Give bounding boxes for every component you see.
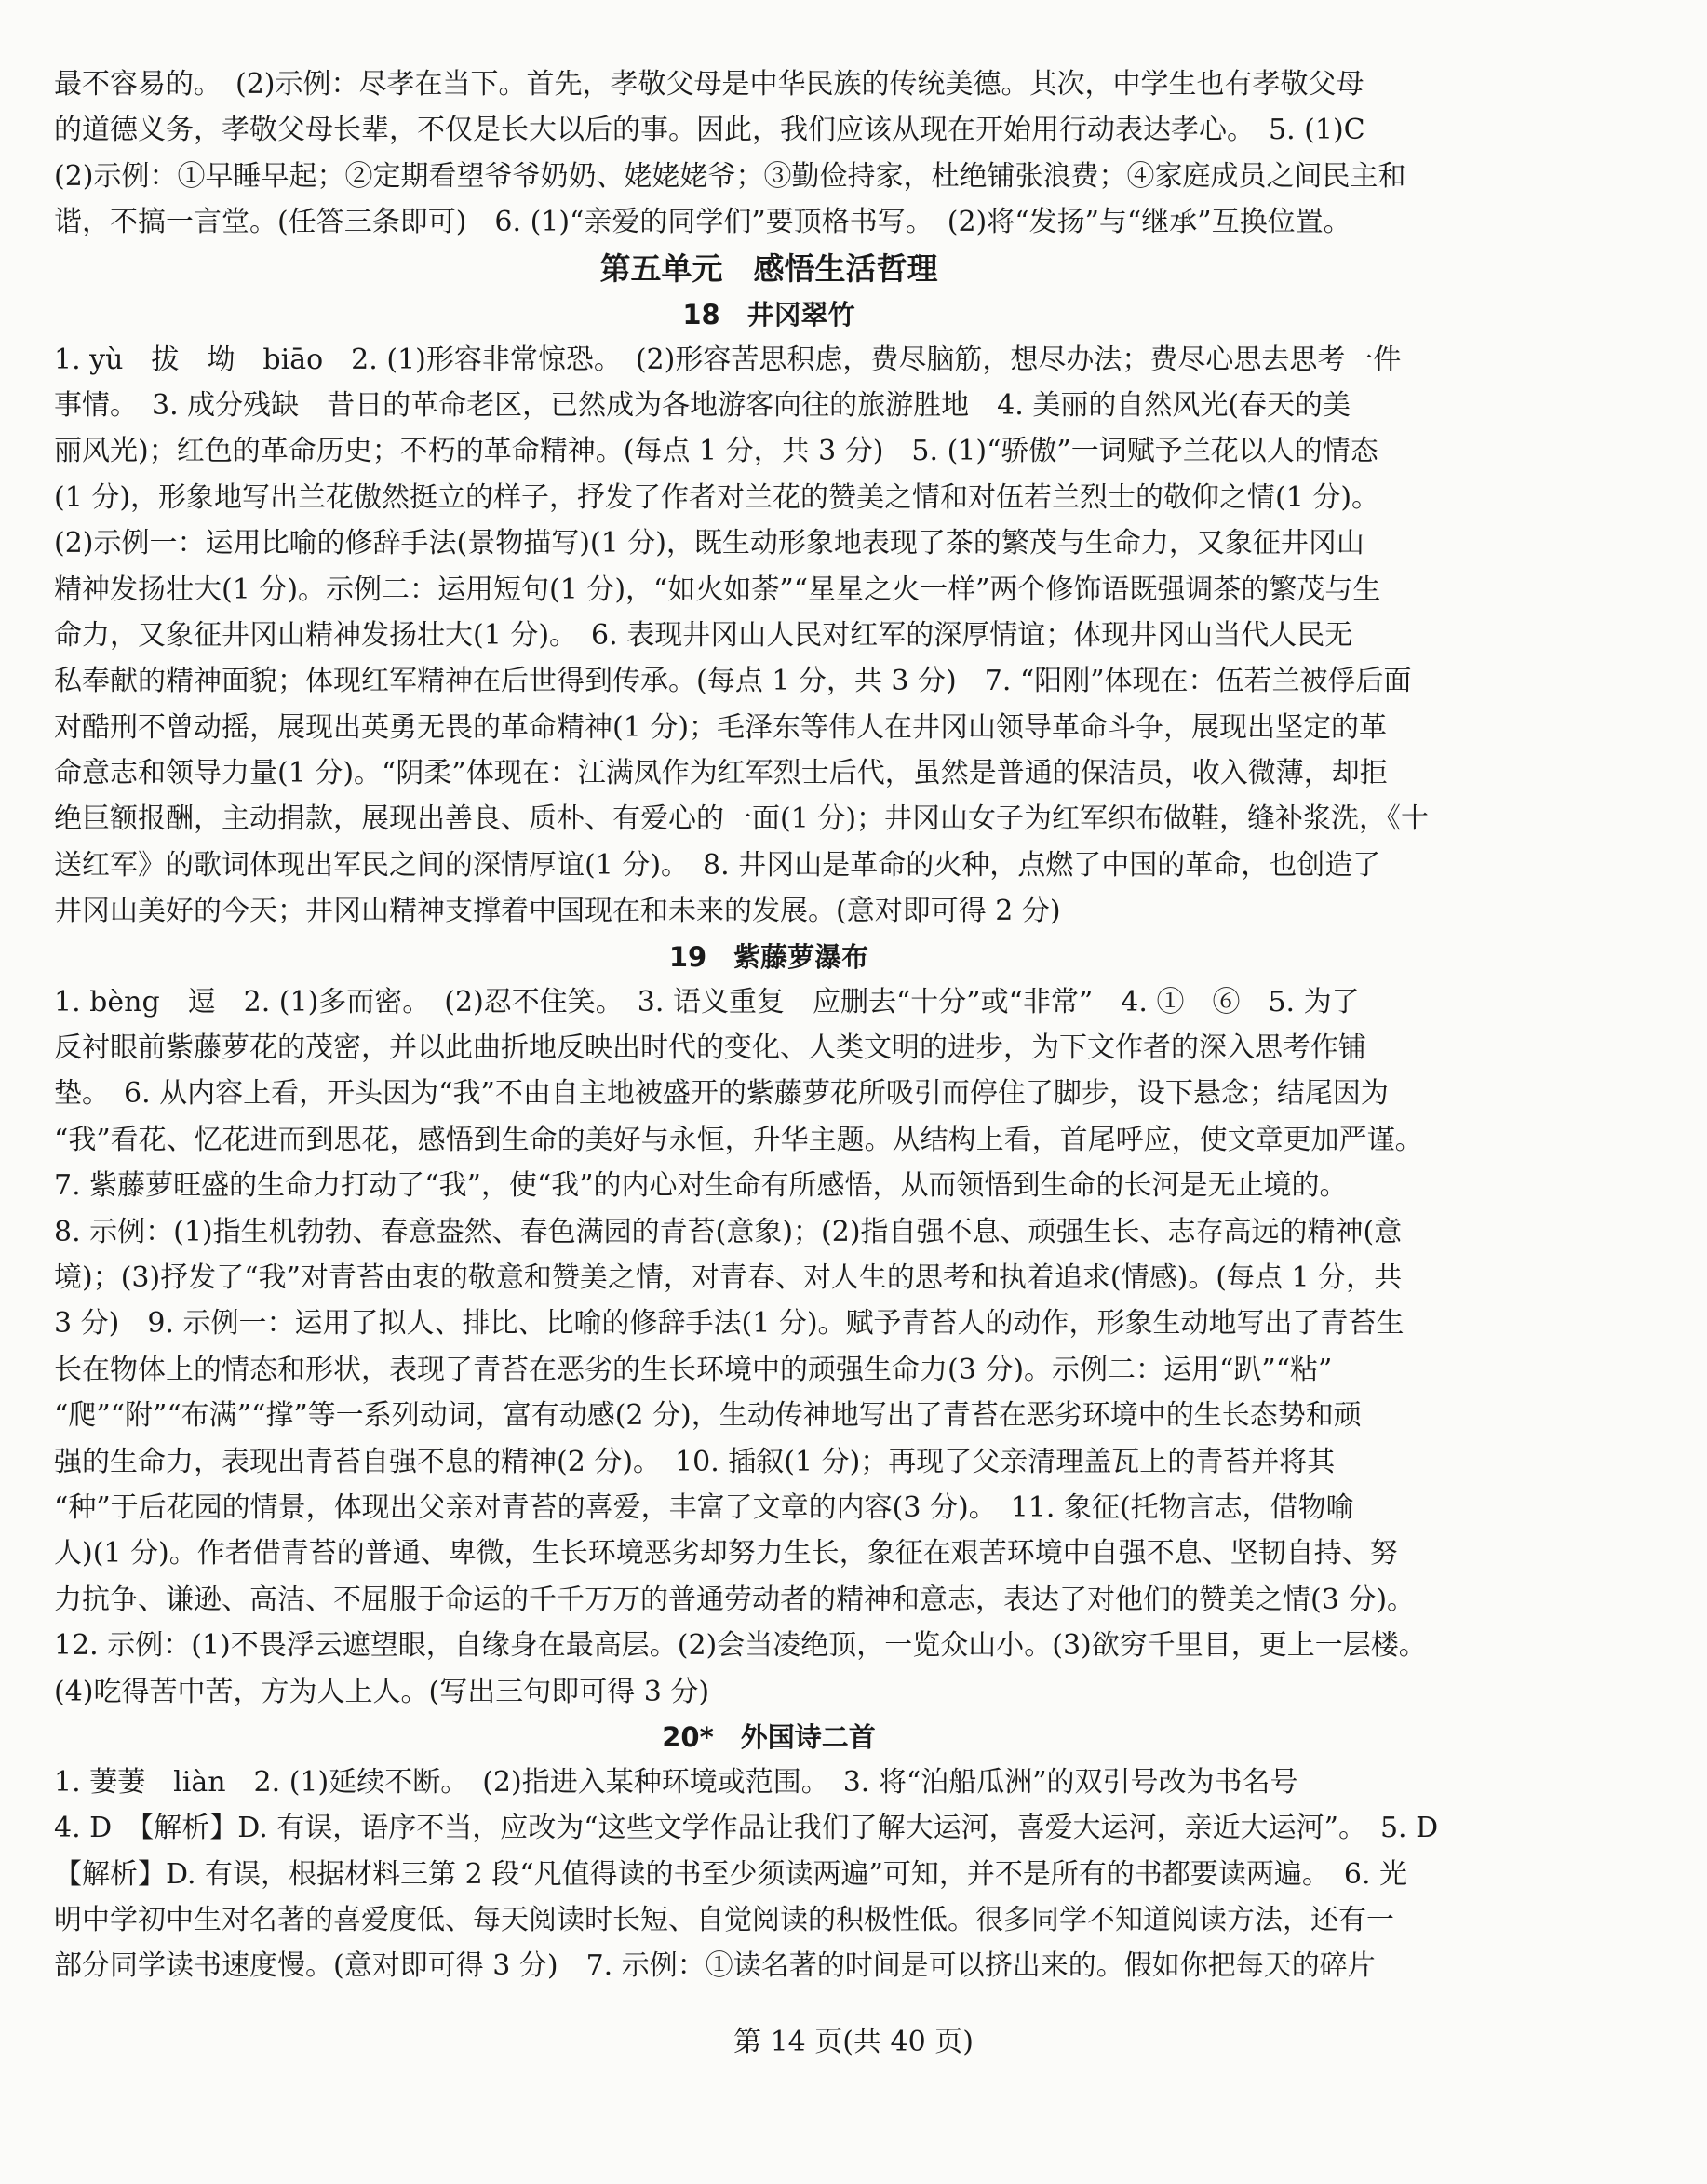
text-line: 明中学初中生对名著的喜爱度低、每天阅读时长短、自觉阅读的积极性低。很多同学不知道阅读方法，还有一: [54, 1904, 1394, 1937]
text-line: 人)(1 分)。作者借青苔的普通、卑微，生长环境恶劣却努力生长，象征在艰苦环境中自强不息、坚韧自持、努: [54, 1537, 1398, 1571]
text-line: 反衬眼前紫藤萝花的茂密，并以此曲折地反映出时代的变化、人类文明的进步，为下文作者的深入思考作铺: [54, 1031, 1366, 1065]
text-line: (4)吃得苦中苦，方为人上人。(写出三句即可得 3 分): [54, 1675, 710, 1708]
unit-heading: 第五单元 感悟生活哲理: [599, 249, 938, 287]
text-line: 事情。 3. 成分残缺 昔日的革命老区，已然成为各地游客向往的旅游胜地 4. 美丽的自然风光(春天的美: [54, 388, 1351, 422]
text-line: 3 分) 9. 示例一：运用了拟人、排比、比喻的修辞手法(1 分)。赋予青苔人的动作，形象生动地写出了青苔生: [54, 1307, 1405, 1341]
text-line: 境)；(3)抒发了“我”对青苔由衷的敬意和赞美之情，对青春、对人生的思考和执着追求(情感)。(每点 1 分，共: [54, 1261, 1403, 1294]
text-line: 部分同学读书速度慢。(意对即可得 3 分) 7. 示例：①读名著的时间是可以挤出来的。假如你把每天的碎片: [54, 1949, 1376, 1983]
text-line: 12. 示例：(1)不畏浮云遮望眼，自缘身在最高层。(2)会当凌绝顶，一览众山小。(3)欲穷千里目，更上一层楼。: [54, 1629, 1427, 1663]
text-line: 最不容易的。 (2)示例：尽孝在当下。首先，孝敬父母是中华民族的传统美德。其次，中学生也有孝敬父母: [54, 68, 1364, 101]
text-line: 精神发扬壮大(1 分)。示例二：运用短句(1 分)，“如火如荼”“星星之火一样”两个修饰语既强调茶的繁茂与生: [54, 573, 1381, 606]
text-line: 送红军》的歌词体现出军民之间的深情厚谊(1 分)。 8. 井冈山是革命的火种，点燃了中国的革命，也创造了: [54, 848, 1381, 882]
text-line: 7. 紫藤萝旺盛的生命力打动了“我”，使“我”的内心对生命有所感悟，从而领悟到生命的长河是无止境的。: [54, 1169, 1348, 1203]
text-line: “我”看花、忆花进而到思花，感悟到生命的美好与永恒，升华主题。从结构上看，首尾呼应，使文章更加严谨。: [54, 1123, 1423, 1156]
lesson-heading: 19 紫藤萝瀑布: [668, 940, 869, 973]
text-line: (2)示例一：运用比喻的修辞手法(景物描写)(1 分)，既生动形象地表现了茶的繁茂与生命力，又象征井冈山: [54, 527, 1364, 560]
text-line: 垫。 6. 从内容上看，开头因为“我”不由自主地被盛开的紫藤萝花所吸引而停住了脚步，设下悬念；结尾因为: [54, 1077, 1389, 1111]
text-line: “爬”“附”“布满”“撑”等一系列动词，富有动感(2 分)，生动传神地写出了青苔在恶劣环境中的生长态势和顽: [54, 1399, 1362, 1433]
text-line: 长在物体上的情态和形状，表现了青苔在恶劣的生长环境中的顽强生命力(3 分)。示例二：运用“趴”“粘”: [54, 1353, 1333, 1386]
lesson-heading: 20* 外国诗二首: [662, 1720, 876, 1753]
text-line: 命意志和领导力量(1 分)。“阴柔”体现在：江满凤作为红军烈士后代，虽然是普通的保洁员，收入微薄，却拒: [54, 757, 1388, 790]
text-line: 1. 萋萋 liàn 2. (1)延续不断。 (2)指进入某种环境或范围。 3. 将“泊船瓜洲”的双引号改为书名号: [54, 1765, 1298, 1799]
text-line: 4. D 【解析】D. 有误，语序不当，应改为“这些文学作品让我们了解大运河，喜爱大运河，亲近大运河”。 5. D: [54, 1812, 1439, 1845]
text-line: 8. 示例：(1)指生机勃勃、春意盎然、春色满园的青苔(意象)；(2)指自强不息、顽强生长、志存高远的精神(意: [54, 1215, 1403, 1248]
text-line: 谐，不搞一言堂。(任答三条即可) 6. (1)“亲爱的同学们”要顶格书写。 (2)将“发扬”与“继承”互换位置。: [54, 206, 1351, 239]
text-line: 井冈山美好的今天；井冈山精神支撑着中国现在和未来的发展。(意对即可得 2 分): [54, 895, 1061, 928]
text-line: 丽风光)；红色的革命历史；不朽的革命精神。(每点 1 分，共 3 分) 5. (1)“骄傲”一词赋予兰花以人的情态: [54, 435, 1378, 468]
text-line: 1. bèng 逗 2. (1)多而密。 (2)忍不住笑。 3. 语义重复 应删去“十分”或“非常” 4. ① ⑥ 5. 为了: [54, 985, 1360, 1018]
text-line: 绝巨额报酬，主动捐款，展现出善良、质朴、有爱心的一面(1 分)；井冈山女子为红军织布做鞋，缝补浆洗，《十: [54, 802, 1430, 836]
page-footer: 第 14 页(共 40 页): [733, 2026, 974, 2058]
lesson-heading: 18 井冈翠竹: [682, 298, 855, 330]
text-line: 力抗争、谦逊、高洁、不屈服于命运的千千万万的普通劳动者的精神和意志，表达了对他们的赞美之情(3 分)。: [54, 1583, 1416, 1616]
text-line: 强的生命力，表现出青苔自强不息的精神(2 分)。 10. 插叙(1 分)；再现了父亲清理盖瓦上的青苔并将其: [54, 1445, 1336, 1478]
text-line: “种”于后花园的情景，体现出父亲对青苔的喜爱，丰富了文章的内容(3 分)。 11. 象征(托物言志，借物喻: [54, 1490, 1354, 1524]
text-line: 私奉献的精神面貌；体现红军精神在后世得到传承。(每点 1 分，共 3 分) 7. “阳刚”体现在：伍若兰被俘后面: [54, 665, 1412, 698]
text-line: (2)示例：①早睡早起；②定期看望爷爷奶奶、姥姥姥爷；③勤俭持家，杜绝铺张浪费；④家庭成员之间民主和: [54, 159, 1406, 193]
text-line: 命力，又象征井冈山精神发扬壮大(1 分)。 6. 表现井冈山人民对红军的深厚情谊；体现井冈山当代人民无: [54, 618, 1353, 652]
text-line: 【解析】D. 有误，根据材料三第 2 段“凡值得读的书至少须读两遍”可知，并不是所有的书都要读两遍。 6. 光: [54, 1857, 1408, 1891]
text-line: 对酷刑不曾动摇，展现出英勇无畏的革命精神(1 分)；毛泽东等伟人在井冈山领导革命斗争，展现出坚定的革: [54, 710, 1388, 744]
text-line: (1 分)，形象地写出兰花傲然挺立的样子，抒发了作者对兰花的赞美之情和对伍若兰烈士的敬仰之情(1 分)。: [54, 480, 1380, 514]
text-line: 1. yù 拔 坳 biāo 2. (1)形容非常惊恐。 (2)形容苦思积虑，费尽脑筋，想尽办法；费尽心思去思考一件: [54, 343, 1402, 376]
text-line: 的道德义务，孝敬父母长辈，不仅是长大以后的事。因此，我们应该从现在开始用行动表达孝心。 5. (1)C: [54, 114, 1365, 147]
answer-page: [54, 61, 1484, 1989]
